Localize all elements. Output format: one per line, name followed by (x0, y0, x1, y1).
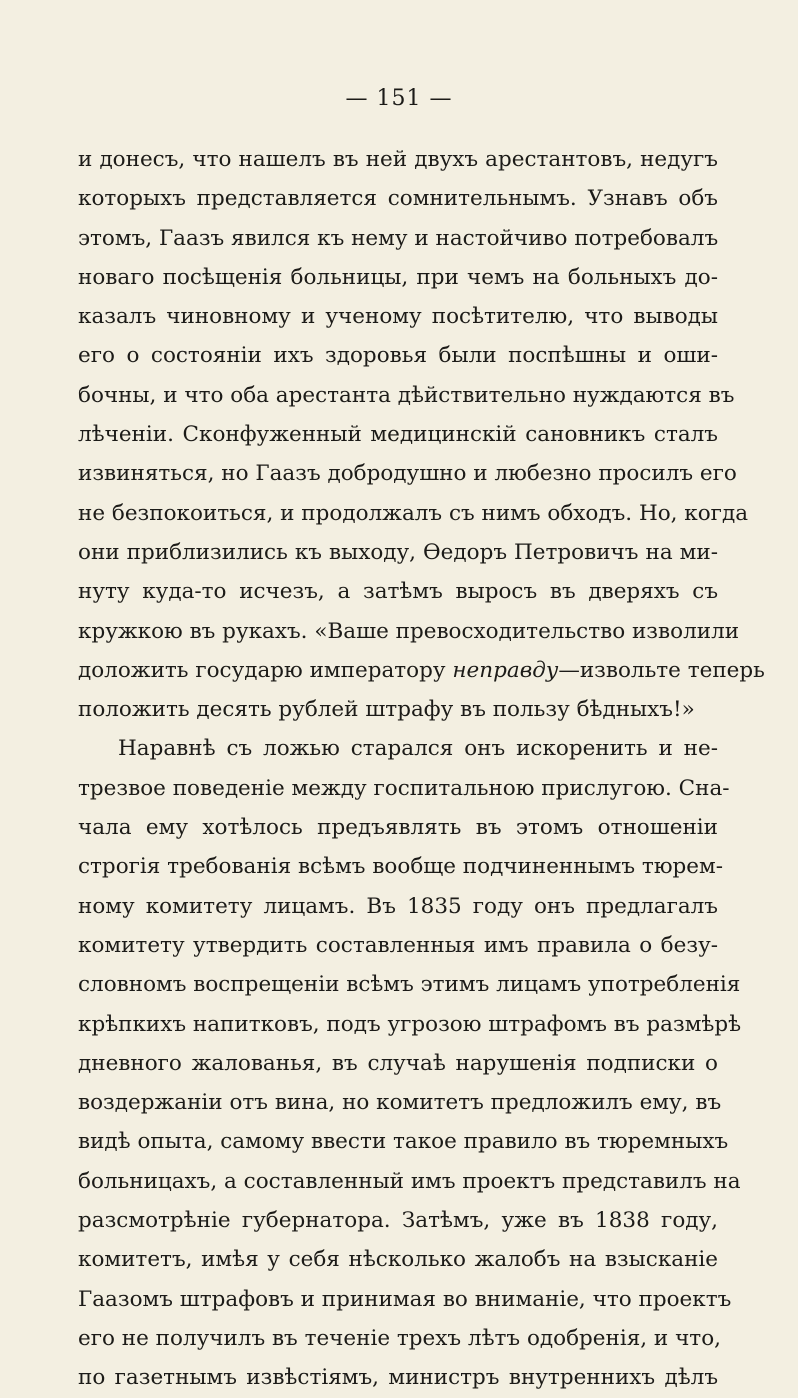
text-line: кружкою въ рукахъ. «Ваше превосходительство изволили (78, 618, 740, 644)
text-line: положить десять рублей штрафу въ пользу бѣдныхъ!» (78, 697, 695, 723)
text-line: комитетъ, имѣя у себя нѣсколько жалобъ на взысканіе (78, 1247, 718, 1273)
text-line: дневного жалованья, въ случаѣ нарушенія подписки о (78, 1050, 718, 1076)
text-line: не безпокоиться, и продолжалъ съ нимъ обходъ. Но, когда (78, 500, 749, 526)
text-line: извиняться, но Гаазъ добродушно и любезно просилъ его (78, 461, 737, 487)
text-line: Гаазомъ штрафовъ и принимая во вниманіе, что проектъ (78, 1286, 732, 1312)
text-line: Наравнѣ съ ложью старался онъ искоренить и не- (118, 736, 718, 762)
text-line: бочны, и что оба арестанта дѣйствительно нуждаются въ (78, 382, 735, 408)
text-segment: —извольте теперь (558, 657, 765, 683)
text-line: они приблизились къ выходу, Ѳедоръ Петровичъ на ми- (78, 539, 718, 565)
text-line: словномъ воспрещеніи всѣмъ этимъ лицамъ употребленія (78, 972, 741, 998)
text-line: ному комитету лицамъ. Въ 1835 году онъ предлагалъ (78, 893, 718, 919)
text-segment: доложить государю императору (78, 657, 453, 683)
text-line: крѣпкихъ напитковъ, подъ угрозою штрафомъ въ размѣрѣ (78, 1011, 742, 1037)
text-line: воздержаніи отъ вина, но комитетъ предложилъ ему, въ (78, 1090, 722, 1116)
body-text (78, 140, 765, 1398)
text-line: его о состояніи ихъ здоровья были поспѣшны и оши- (78, 343, 718, 369)
paragraph (78, 729, 742, 1397)
text-line: комитету утвердить составленныя имъ правила о безу- (78, 932, 718, 958)
italic-emphasis: неправду (452, 657, 559, 683)
text-line: которыхъ представляется сомнительнымъ. Узнавъ объ (78, 186, 718, 212)
text-line: видѣ опыта, самому ввести такое правило въ тюремныхъ (78, 1129, 729, 1155)
text-line: разсмотрѣніе губернатора. Затѣмъ, уже въ 1838 году, (78, 1208, 718, 1234)
text-line: больницахъ, а составленный имъ проектъ представилъ на (78, 1168, 741, 1194)
page-number: — 151 — (345, 86, 453, 111)
text-line: казалъ чиновному и ученому посѣтителю, что выводы (78, 304, 718, 330)
text-line: его не получилъ въ теченіе трехъ лѣтъ одобренія, и что, (78, 1325, 721, 1351)
text-line (78, 651, 765, 690)
text-line: новаго посѣщенія больницы, при чемъ на больныхъ до- (78, 264, 718, 290)
text-line: чала ему хотѣлось предъявлять въ этомъ отношеніи (78, 815, 718, 841)
text-line: лѣченіи. Сконфуженный медицинскій сановникъ сталъ (78, 422, 718, 448)
text-line: и донесъ, что нашелъ въ ней двухъ арестантовъ, недугъ (78, 147, 718, 172)
paragraph (78, 140, 765, 729)
text-line: трезвое поведеніе между госпитальною прислугою. Сна- (78, 775, 730, 801)
text-line: нуту куда-то исчезъ, а затѣмъ выросъ въ дверяхъ съ (78, 579, 718, 605)
text-line: этомъ, Гаазъ явился къ нему и настойчиво потребовалъ (78, 225, 719, 251)
text-line: по газетнымъ извѣстіямъ, министръ внутреннихъ дѣлъ (78, 1365, 718, 1391)
text-line: строгія требованія всѣмъ вообще подчиненнымъ тюрем- (78, 854, 724, 880)
